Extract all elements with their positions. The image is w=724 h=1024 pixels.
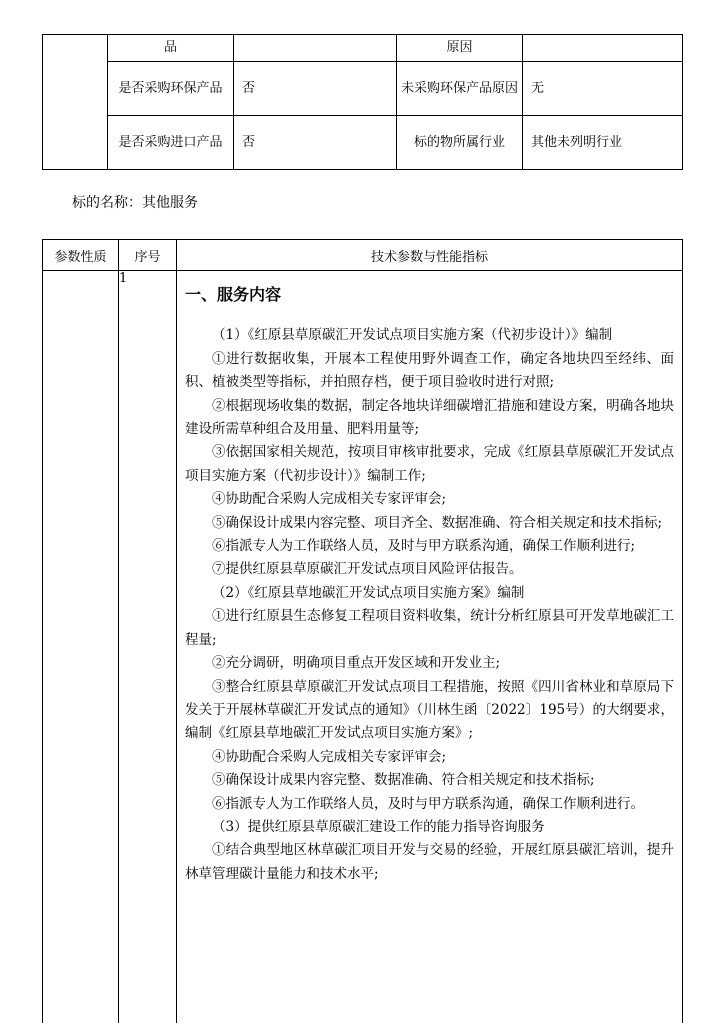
- paragraph: （3）提供红原县草原碳汇建设工作的能力指导咨询服务: [212, 818, 545, 835]
- row-value: [523, 35, 683, 62]
- paragraph: ①结合典型地区林草碳汇项目开发与交易的经验，开展红原县碳汇培训，提升林草管理碳计量能力和技术水平;: [185, 842, 674, 882]
- header-seq: 序号: [119, 240, 177, 271]
- row-value: 否: [234, 116, 397, 170]
- paragraph: ⑥指派专人为工作联络人员，及时与甲方联系沟通，确保工作顺利进行;: [212, 538, 636, 555]
- header-param-type: 参数性质: [43, 240, 119, 271]
- param-type-cell: [43, 271, 119, 1024]
- paragraph: ⑦提供红原县草原碳汇开发试点项目风险评估报告。: [212, 561, 523, 578]
- paragraph: ④协助配合采购人完成相关专家评审会;: [212, 748, 447, 765]
- paragraph: （2）《红原县草地碳汇开发试点项目实施方案》编制: [212, 584, 525, 601]
- row-label: 原因: [397, 35, 523, 62]
- spec-table: [42, 239, 683, 1023]
- row-label: 标的物所属行业: [397, 116, 523, 170]
- row-value: 无: [523, 62, 683, 116]
- row-label: 未采购环保产品原因: [397, 62, 523, 116]
- procurement-info-table: [42, 34, 683, 170]
- row-value: [234, 35, 397, 62]
- header-spec: 技术参数与性能指标: [177, 240, 683, 271]
- paragraph: ②充分调研，明确项目重点开发区域和开发业主;: [212, 655, 501, 672]
- spec-content: [177, 271, 682, 886]
- paragraph: ④协助配合采购人完成相关专家评审会;: [212, 491, 447, 508]
- paragraph: ⑥指派专人为工作联络人员，及时与甲方联系沟通，确保工作顺利进行。: [212, 795, 644, 812]
- table-row: [43, 271, 683, 1024]
- table-header-row: [43, 240, 683, 271]
- row-label: 是否采购环保产品: [108, 62, 234, 116]
- paragraph: ⑤确保设计成果内容完整、数据准确、符合相关规定和技术指标;: [212, 772, 595, 789]
- section-title: 一、服务内容: [185, 285, 282, 304]
- paragraph: （1）《红原县草原碳汇开发试点项目实施方案（代初步设计）》编制: [212, 327, 613, 344]
- table-row: [43, 62, 683, 116]
- paragraph: ①进行红原县生态修复工程项目资料收集，统计分析红原县可开发草地碳汇工程量;: [185, 608, 674, 648]
- paragraph: ⑤确保设计成果内容完整、项目齐全、数据准确、符合相关规定和技术指标;: [212, 514, 663, 531]
- row-label: 品: [108, 35, 234, 62]
- subject-name: 标的名称：其他服务: [72, 195, 198, 211]
- paragraph: ③整合红原县草原碳汇开发试点项目工程措施，按照《四川省林业和草原局下发关于开展林草碳汇开发试点的通知》（川林生函〔2022〕195号）的大纲要求，编制《红原县草地碳汇开发试点项目实施方案》;: [185, 678, 674, 742]
- merged-cell: [43, 35, 108, 170]
- paragraph: ②根据现场收集的数据，制定各地块详细碳增汇措施和建设方案，明确各地块建设所需草种组合及用量、肥料用量等;: [185, 397, 674, 438]
- spec-cell: [177, 271, 683, 1024]
- table-row: [43, 35, 683, 62]
- row-label: 是否采购进口产品: [108, 116, 234, 170]
- row-value: 其他未列明行业: [523, 116, 683, 170]
- paragraph: ③依据国家相关规范，按项目审核审批要求，完成《红原县草原碳汇开发试点项目实施方案（代初步设计）》编制工作;: [185, 444, 674, 484]
- seq-cell: 1: [119, 271, 177, 1024]
- paragraph: ①进行数据收集，开展本工程使用野外调查工作，确定各地块四至经纬、面积、植被类型等指标，并拍照存档，便于项目验收时进行对照;: [185, 350, 674, 391]
- row-value: 否: [234, 62, 397, 116]
- table-row: [43, 116, 683, 170]
